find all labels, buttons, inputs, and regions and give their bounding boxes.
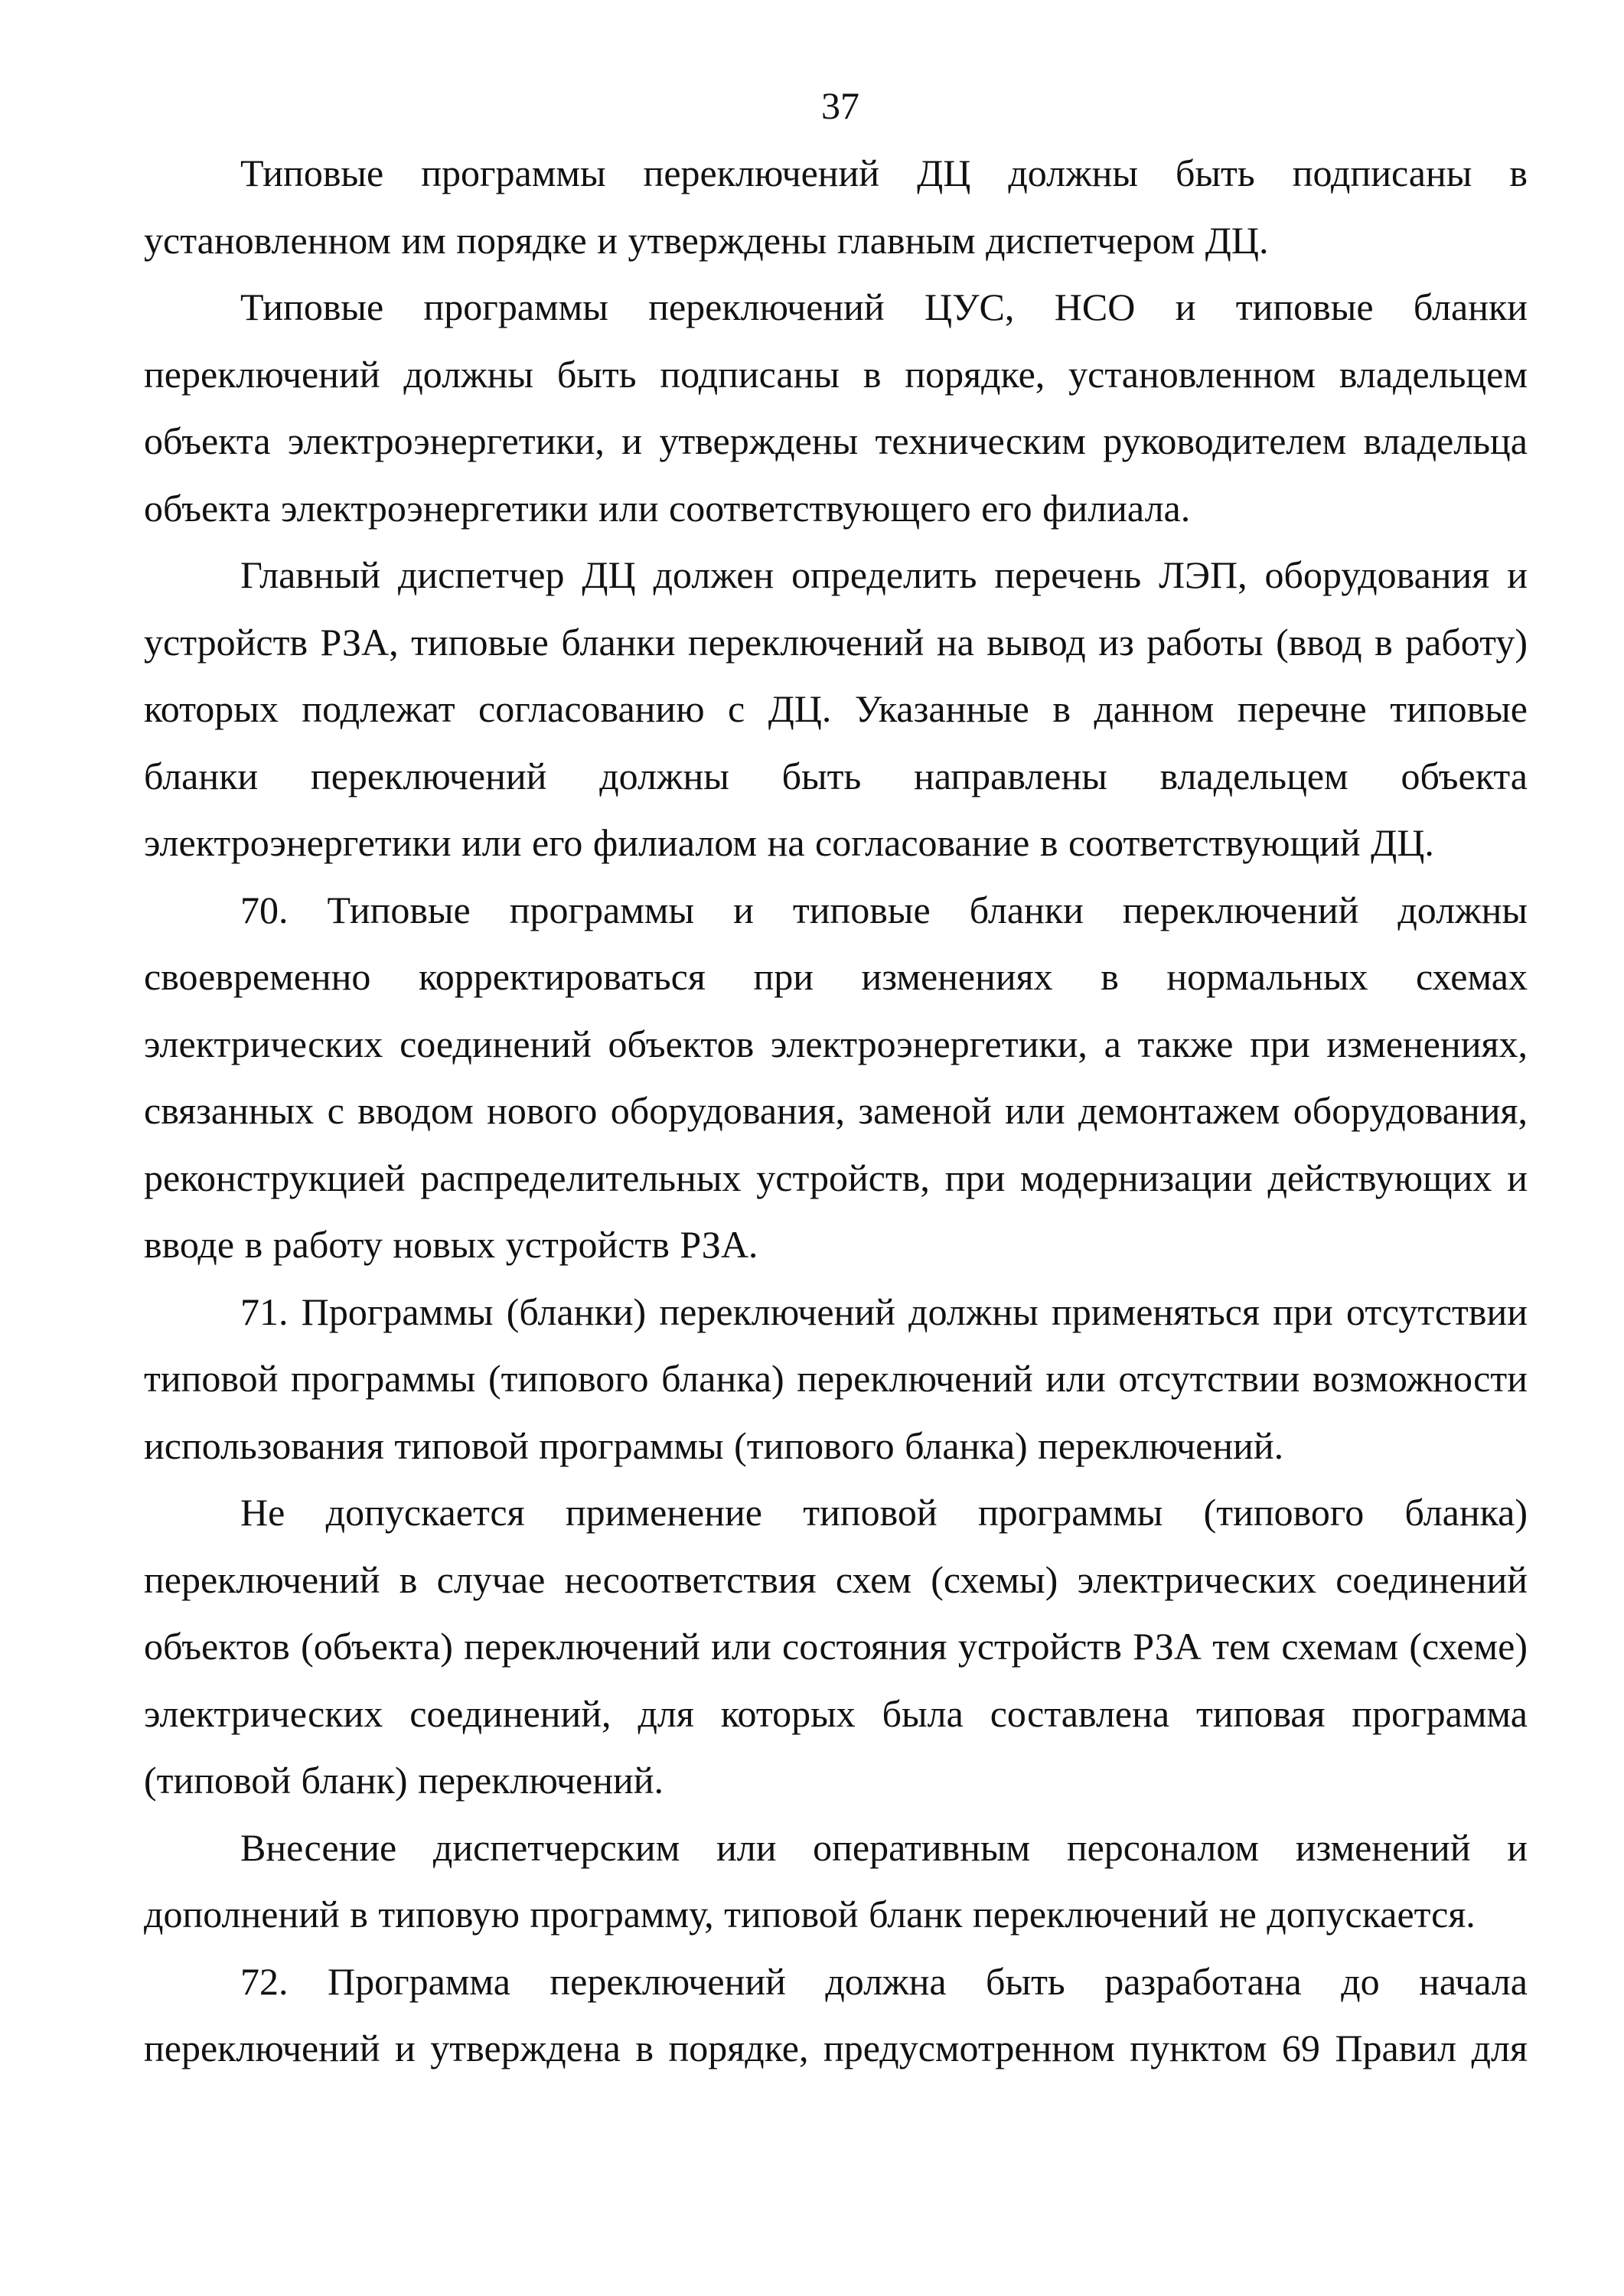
paragraph-approval-cus-nso: Типовые программы переключений ЦУС, НСО и типовые бланки переключений должны быть подписаны в порядке, установленном владельцем объекта электроэнергетики, и утверждены техническим руководителем владельца объекта электроэнергетики или соответствующего его филиала. (144, 285, 1528, 530)
paragraph-not-allowed: Не допускается применение типовой программы (типового бланка) переключений в случае несоответствия схем (схемы) электрических соединений объектов (объекта) переключений или состояния устройств РЗА тем схемам (схеме) электрических соединений, для которых была составлена типовая программа (типовой бланк) переключений. (144, 1491, 1528, 1802)
body-text (144, 140, 1528, 2082)
paragraph-clause-70: 70. Типовые программы и типовые бланки переключений должны своевременно корректироваться при изменениях в нормальных схемах электрических соединений объектов электроэнергетики, а также при изменениях, связанных с вводом нового оборудования, заменой или демонтажем оборудования, реконструкцией распределительных устройств, при модернизации действующих и вводе в работу новых устройств РЗА. (144, 888, 1528, 1266)
paragraph-approval-dc: Типовые программы переключений ДЦ должны быть подписаны в установленном им порядке и утверждены главным диспетчером ДЦ. (144, 152, 1528, 262)
paragraph-clause-71: 71. Программы (бланки) переключений должны применяться при отсутствии типовой программы (типового бланка) переключений или отсутствии возможности использования типовой программы (типового бланка) переключений. (144, 1290, 1528, 1467)
paragraph-clause-72: 72. Программа переключений должна быть разработана до начала переключений и утверждена в порядке, предусмотренном пунктом 69 Правил для (144, 1959, 1528, 2069)
paragraph-no-changes: Внесение диспетчерским или оперативным персоналом изменений и дополнений в типовую программу, типовой бланк переключений не допускается. (144, 1825, 1528, 1936)
paragraph-chief-dispatcher-list: Главный диспетчер ДЦ должен определить перечень ЛЭП, оборудования и устройств РЗА, типовые бланки переключений на вывод из работы (ввод в работу) которых подлежат согласованию с ДЦ. Указанные в данном перечне типовые бланки переключений должны быть направлены владельцем объекта электроэнергетики или его филиалом на согласование в соответствующий ДЦ. (144, 553, 1528, 864)
page-number: 37 (821, 84, 859, 127)
